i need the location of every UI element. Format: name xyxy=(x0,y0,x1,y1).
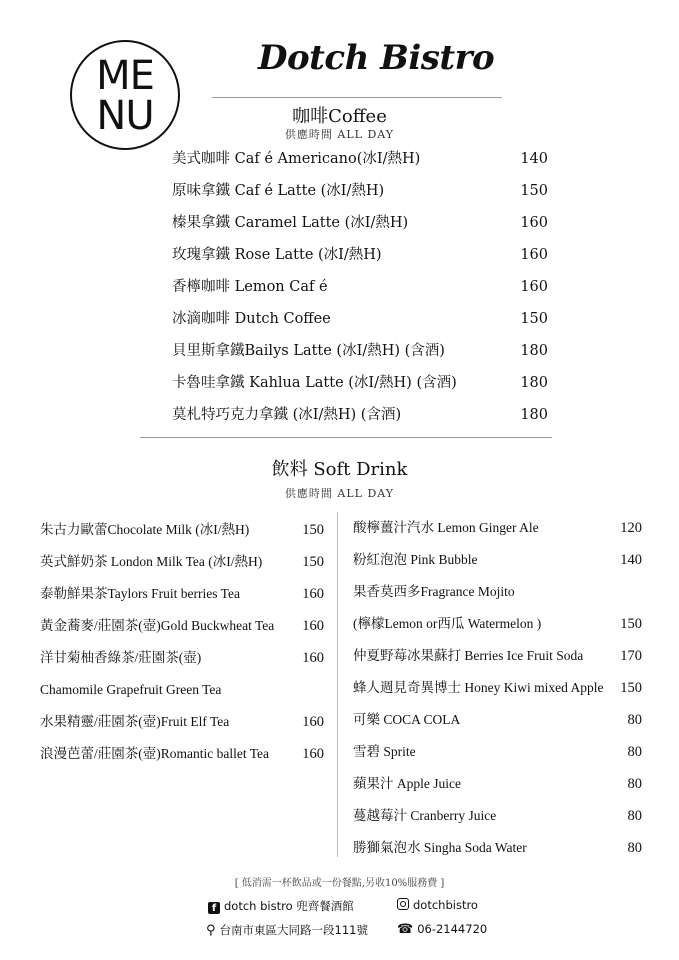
item-name: 黃金蕎麥/莊園茶(壺)Gold Buckwheat Tea xyxy=(40,618,275,633)
item-name: 泰勒鮮果茶Taylors Fruit berries Tea xyxy=(40,586,240,601)
drink-item xyxy=(353,512,642,544)
menu-logo-line2: NU xyxy=(96,93,154,139)
coffee-item xyxy=(172,303,548,335)
item-name: 貝里斯拿鐵Bailys Latte (冰I/熱H) (含酒) xyxy=(172,343,445,359)
item-name: 可樂 COCA COLA xyxy=(353,712,461,727)
facebook-icon: f xyxy=(208,902,220,914)
item-name: 冰滴咖啡 Dutch Coffee xyxy=(172,311,331,327)
phone-number: 06-2144720 xyxy=(417,922,488,936)
item-name: 果香莫西多Fragrance Mojito xyxy=(353,584,515,599)
item-name: 朱古力歐蕾Chocolate Milk (冰I/熱H) xyxy=(40,522,250,537)
coffee-item xyxy=(172,271,548,303)
item-name: 酸檸薑汁汽水 Lemon Ginger Ale xyxy=(353,520,539,535)
location-icon: ⚲ xyxy=(206,923,216,938)
address-text: 台南市東區大同路一段111號 xyxy=(219,923,368,937)
item-price: 150 xyxy=(302,522,324,538)
address-info xyxy=(206,922,368,938)
drink-item xyxy=(353,640,642,672)
item-name: 蜂人週見奇異博士 Honey Kiwi mixed Apple xyxy=(353,680,604,695)
item-price: 160 xyxy=(302,618,324,634)
coffee-item xyxy=(172,207,548,239)
facebook-info xyxy=(208,898,354,914)
item-price: 160 xyxy=(520,279,548,295)
item-price: 150 xyxy=(302,554,324,570)
item-name: 英式鮮奶茶 London Milk Tea (冰I/熱H) xyxy=(40,554,263,569)
drink-item xyxy=(353,832,642,864)
item-name: 榛果拿鐵 Caramel Latte (冰I/熱H) xyxy=(172,215,409,231)
drink-item xyxy=(40,610,324,642)
drink-item xyxy=(40,514,324,546)
item-name: Chamomile Grapefruit Green Tea xyxy=(40,682,222,697)
drink-item xyxy=(353,736,642,768)
soft-drink-section-subtitle: 供應時間 ALL DAY xyxy=(284,487,395,500)
coffee-item xyxy=(172,399,548,431)
instagram-icon xyxy=(397,898,409,910)
item-price: 160 xyxy=(302,746,324,762)
drink-item xyxy=(40,642,324,674)
coffee-section-subtitle: 供應時間 ALL DAY xyxy=(284,128,395,141)
item-name: 雪碧 Sprite xyxy=(353,744,416,759)
item-price: 180 xyxy=(520,407,548,423)
drink-item xyxy=(353,544,642,576)
header-divider xyxy=(212,97,502,98)
coffee-section-title: 咖啡Coffee xyxy=(292,106,387,127)
drink-item xyxy=(40,578,324,610)
drink-item xyxy=(353,672,642,704)
item-name: 浪漫芭蕾/莊園茶(壺)Romantic ballet Tea xyxy=(40,746,270,761)
item-name: 莫札特巧克力拿鐵 (冰I/熱H) (含酒) xyxy=(172,407,402,423)
drink-item xyxy=(353,704,642,736)
phone-info xyxy=(397,922,487,937)
coffee-item xyxy=(172,335,548,367)
item-price: 150 xyxy=(620,616,642,632)
drink-item xyxy=(353,800,642,832)
item-price: 80 xyxy=(627,744,642,760)
drink-item xyxy=(40,674,324,706)
item-price: 80 xyxy=(627,808,642,824)
item-price: 150 xyxy=(620,680,642,696)
soft-drink-section-title: 飲料 Soft Drink xyxy=(271,459,408,480)
column-divider xyxy=(337,512,338,857)
drink-item xyxy=(40,706,324,738)
item-price: 170 xyxy=(620,648,642,664)
coffee-divider xyxy=(140,437,552,438)
item-price: 80 xyxy=(627,712,642,728)
item-price: 150 xyxy=(520,183,548,199)
phone-icon: ☎ xyxy=(397,922,414,937)
item-name: 美式咖啡 Caf é Americano(冰I/熱H) xyxy=(172,151,421,167)
item-name: 水果精靈/莊園茶(壺)Fruit Elf Tea xyxy=(40,714,230,729)
drink-item xyxy=(353,608,642,640)
item-name: 玫瑰拿鐵 Rose Latte (冰I/熱H) xyxy=(172,247,382,263)
coffee-item xyxy=(172,175,548,207)
item-price: 160 xyxy=(520,215,548,231)
instagram-handle: dotchbistro xyxy=(413,898,478,912)
item-name: 粉紅泡泡 Pink Bubble xyxy=(353,552,478,567)
coffee-item xyxy=(172,239,548,271)
brand-logo: Dotch Bistro xyxy=(258,38,495,78)
item-name: 洋甘菊柚香綠茶/莊園茶(壺) xyxy=(40,650,202,665)
item-price: 80 xyxy=(627,840,642,856)
item-name: 香檸咖啡 Lemon Caf é xyxy=(172,279,328,295)
item-price: 160 xyxy=(302,714,324,730)
coffee-item xyxy=(172,143,548,175)
item-price: 160 xyxy=(302,650,324,666)
item-name: 卡魯哇拿鐵 Kahlua Latte (冰I/熱H) (含酒) xyxy=(172,375,457,391)
drink-item xyxy=(353,768,642,800)
item-price: 150 xyxy=(520,311,548,327)
facebook-name: dotch bistro 兜齊餐酒館 xyxy=(224,899,354,913)
item-name: 勝獅氣泡水 Singha Soda Water xyxy=(353,840,527,855)
coffee-item xyxy=(172,367,548,399)
item-price: 140 xyxy=(520,151,548,167)
item-name: 蘋果汁 Apple Juice xyxy=(353,776,461,791)
item-price: 180 xyxy=(520,343,548,359)
item-price: 120 xyxy=(620,520,642,536)
item-price: 160 xyxy=(520,247,548,263)
item-name: 原味拿鐵 Caf é Latte (冰I/熱H) xyxy=(172,183,385,199)
item-price: 80 xyxy=(627,776,642,792)
item-name: 仲夏野莓冰果蘇打 Berries Ice Fruit Soda xyxy=(353,648,584,663)
item-price: 140 xyxy=(620,552,642,568)
drink-item xyxy=(353,576,642,608)
menu-logo-line1: ME xyxy=(96,53,154,99)
item-name: (檸檬Lemon or西瓜 Watermelon ) xyxy=(353,616,542,631)
item-price: 180 xyxy=(520,375,548,391)
instagram-info xyxy=(397,898,478,912)
drink-item xyxy=(40,738,324,770)
service-charge-note: [ 低消需一杯飲品或一份餐點,另收10%服務費 ] xyxy=(234,878,445,889)
item-name: 蔓越莓汁 Cranberry Juice xyxy=(353,808,497,823)
item-price: 160 xyxy=(302,586,324,602)
drink-item xyxy=(40,546,324,578)
